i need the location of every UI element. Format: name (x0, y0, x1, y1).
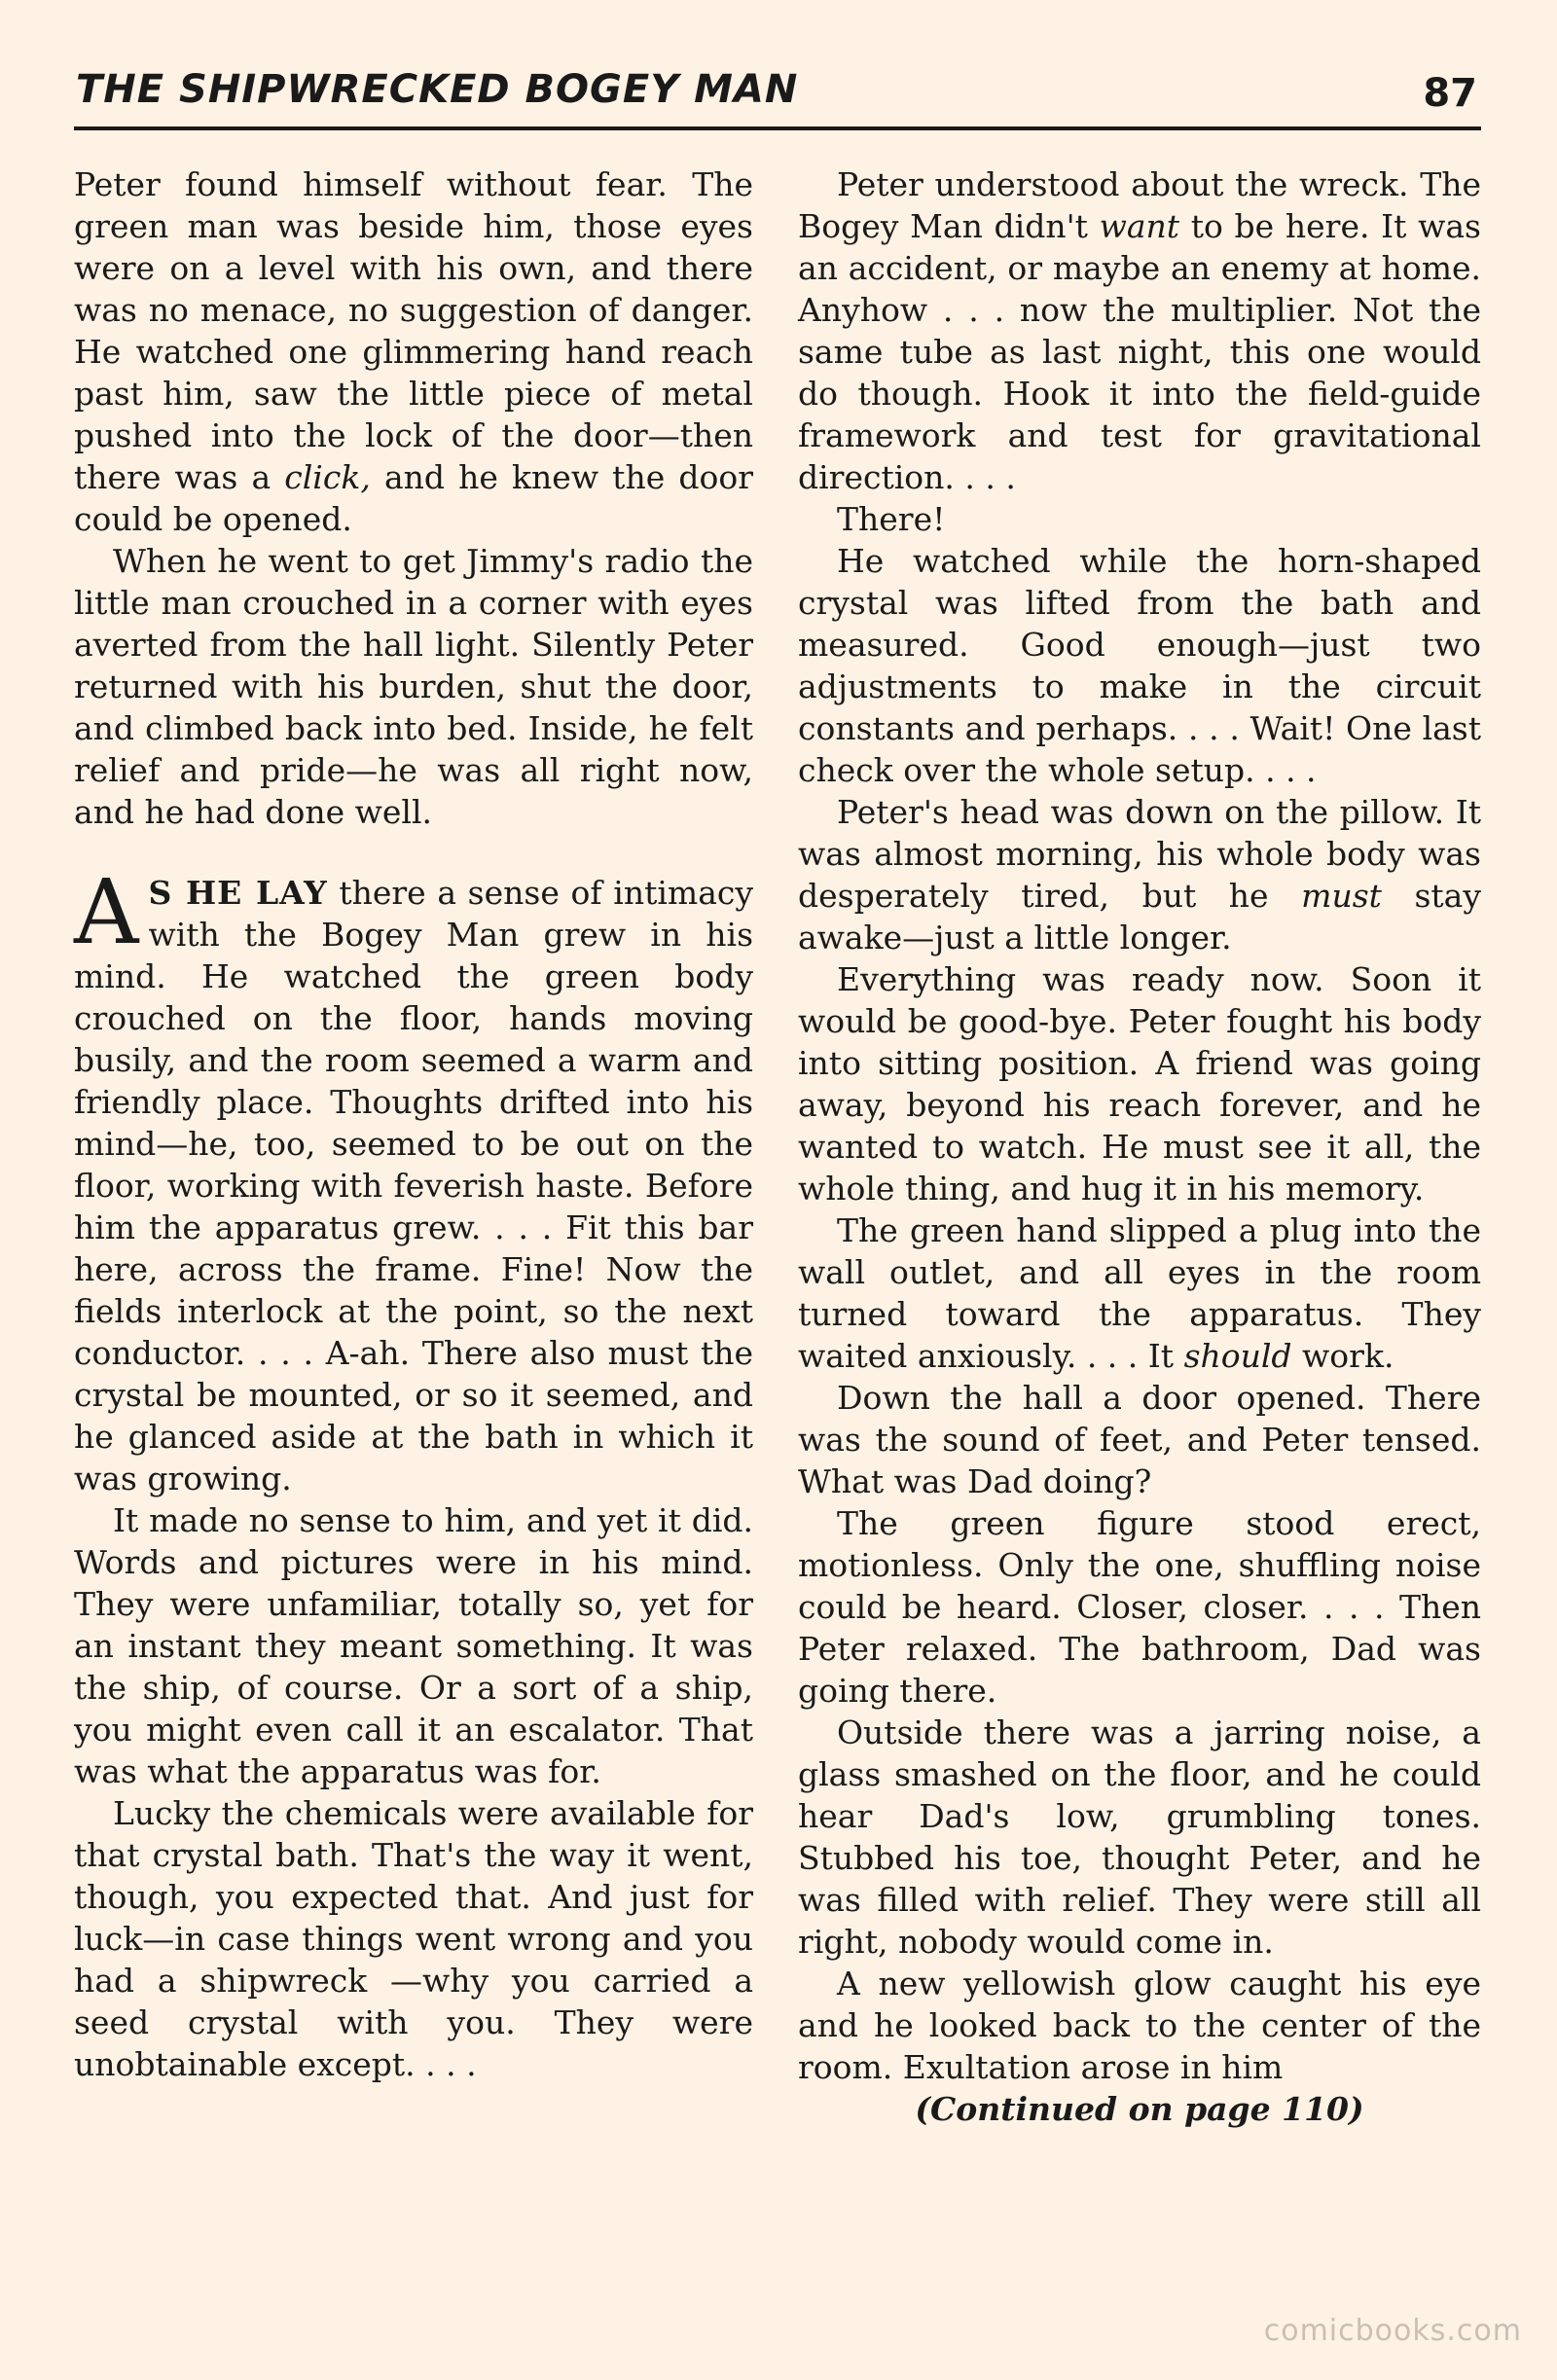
paragraph: Outside there was a jarring noise, a glass smashed on the floor, and he could hear Dad's low, grumbling tones. Stubbed his toe, thought Peter, and he was filled with relief. They were still all right, nobody would come in. (798, 1713, 1481, 1961)
section-opening-paragraph: A S HE LAY there a sense of intimacy with the Bogey Man grew in his mind. He watched the green body crouched on the floor, hands moving busily, and the room seemed a warm and friendly place. Thoughts drifted into his mind—he, too, seemed to be out on the floor, working with feverish haste. Before him the apparatus grew. . . . Fit this bar here, across the frame. Fine! Now the fields interlock at the point, so the next conductor. . . . A-ah. There also must the crystal be mounted, or so it seemed, and he glanced aside at the bath in which it was growing. (74, 860, 753, 1497)
emphasis: click, (284, 458, 371, 496)
paragraph: Down the hall a door opened. There was the sound of feet, and Peter tensed. What was Dad doing? (798, 1379, 1481, 1500)
paragraph: Everything was ready now. Soon it would be good-bye. Peter fought his body into sitting position. A friend was going away, beyond his reach forever, and he wanted to watch. He must see it all, the whole thing, and hug it in his memory. (798, 960, 1481, 1208)
page-header (74, 64, 1481, 130)
watermark: comicbooks.com (1263, 2314, 1522, 2348)
paragraph: A new yellowish glow caught his eye and he looked back to the center of the room. Exultation arose in him (798, 1965, 1481, 2086)
running-title: THE SHIPWRECKED BOGEY MAN (76, 67, 799, 112)
emphasis: should (1183, 1337, 1292, 1375)
paragraph: The green hand slipped a plug into the wall outlet, and all eyes in the room turned toward the apparatus. They waited anxiously. . . . It should work. (798, 1211, 1481, 1375)
paragraph: Peter's head was down on the pillow. It was almost morning, his whole body was desperately tired, but he must stay awake—just a little longer. (798, 793, 1481, 956)
paragraph: When he went to get Jimmy's radio the little man crouched in a corner with eyes averted from the hall light. Silently Peter returned with his burden, shut the door, and climbed back into bed. Inside, he felt relief and pride—he was all right now, and he had done well. (74, 542, 753, 831)
emphasis: want (1099, 207, 1180, 245)
paragraph: There! (837, 500, 946, 538)
lead-in-text: S HE LAY (148, 874, 328, 912)
paragraph: Lucky the chemicals were available for that crystal bath. That's the way it went, though, you expected that. And just for luck—in case things went wrong and you had a shipwreck —why you carried a seed crystal with you. They were unobtainable except. . . . (74, 1794, 753, 2083)
paragraph: Peter found himself without fear. The green man was beside him, those eyes were on a level with his own, and there was no menace, no suggestion of danger. He watched one glimmering hand reach past him, saw the little piece of metal pushed into the lock of the door—then there was a click, and he knew the door could be opened. (74, 165, 753, 538)
paragraph: Peter understood about the wreck. The Bogey Man didn't want to be here. It was an accident, or maybe an enemy at home. Anyhow . . . now the multiplier. Not the same tube as last night, this one would do though. Hook it into the field-guide framework and test for gravitational direction. . . . (798, 165, 1481, 496)
paragraph: The green figure stood erect, motionless. Only the one, shuffling noise could be heard. Closer, closer. . . . Then Peter relaxed. The bathroom, Dad was going there. (798, 1504, 1481, 1710)
paragraph: It made no sense to him, and yet it did. Words and pictures were in his mind. They were unfamiliar, totally so, yet for an instant they meant something. It was the ship, of course. Or a sort of a ship, you might even call it an escalator. That was what the apparatus was for. (74, 1501, 753, 1790)
page-number: 87 (1423, 71, 1477, 116)
left-column (74, 163, 753, 2085)
drop-cap: A (74, 860, 139, 964)
continued-notice: (Continued on page 110) (915, 2090, 1364, 2128)
paragraph: He watched while the horn-shaped crystal was lifted from the bath and measured. Good enough—just two adjustments to make in the circuit constants and perhaps. . . . Wait! One last check over the whole setup. . . . (798, 542, 1481, 789)
right-column (798, 163, 1481, 2130)
emphasis: must (1301, 877, 1382, 915)
